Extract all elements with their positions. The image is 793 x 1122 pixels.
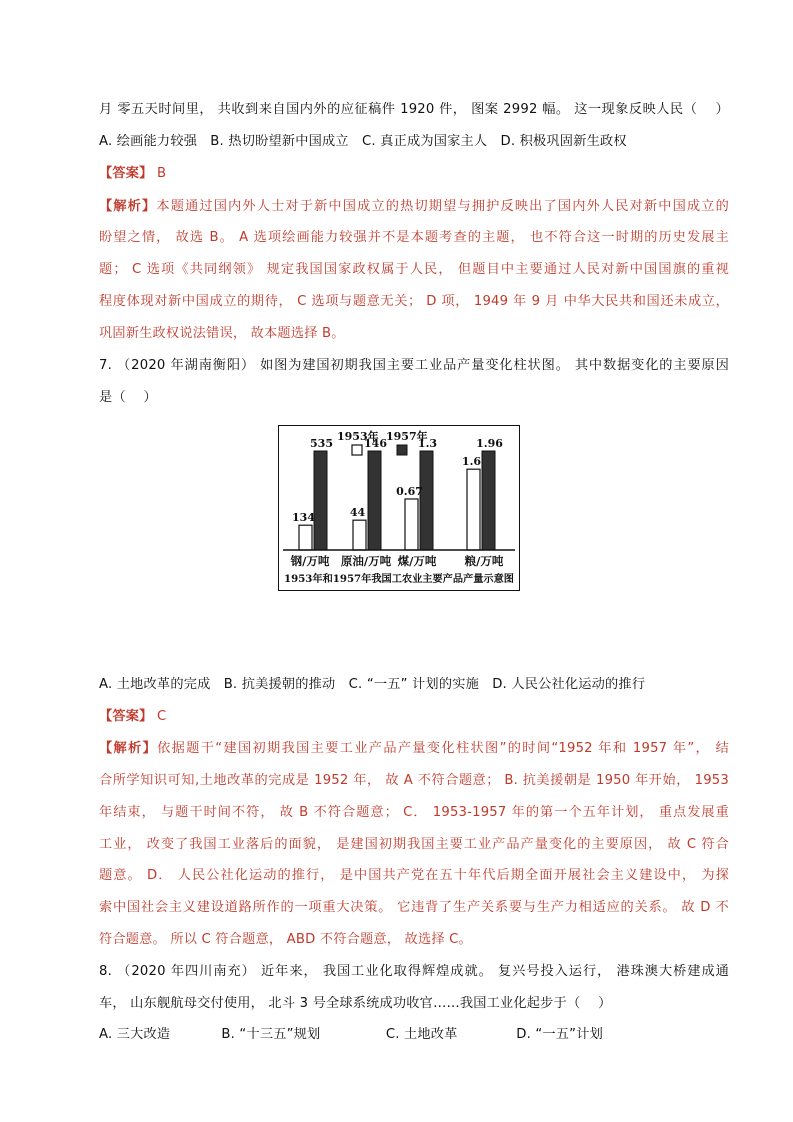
q6-answer-value: B <box>156 166 167 181</box>
data-label-1957: 1.96 <box>476 437 503 450</box>
q7-answer <box>99 707 729 727</box>
q7-stem-line-1: 7. （2020 年湖南衡阳） 如图为建国初期我国主要工业品产量变化柱状图。 其中数据变化的主要原因 <box>99 358 729 373</box>
bar-1957 <box>314 451 327 550</box>
legend-swatch-1957 <box>397 445 407 455</box>
q6-option-b: B. 热切盼望新中国成立 <box>210 134 349 149</box>
x-tick-label: 钢/万吨 <box>290 554 330 568</box>
q7-analysis-line-4: 工业， 改变了我国工业落后的面貌， 是建国初期我国主要工业产品产量变化的主要原因， 故 C 符合 <box>99 837 729 852</box>
q6-analysis-line-3: 题； C 选项《共同纲领》 规定我国国家政权属于人民， 但题目中主要通过人民对新中国国旗的重视 <box>99 262 729 277</box>
data-label-1953: 0.67 <box>396 484 423 498</box>
q6-stem-line: 月 零五天时间里， 共收到来自国内外的应征稿件 1920 件， 图案 2992 幅。 这一现象反映人民（ ） <box>99 102 729 117</box>
bar-1957 <box>368 451 381 550</box>
q7-answer-label: 【答案】 <box>99 709 153 724</box>
q6-analysis-text: 本题通过国内外人士对于新中国成立的热切期望与拥护反映出了国内外人民对新中国成立的 <box>156 199 729 214</box>
q6-analysis-line-5: 巩固新生政权说法错误， 故本题选择 B。 <box>99 326 345 341</box>
bar-1953 <box>467 469 480 550</box>
data-label-1953: 44 <box>349 506 366 520</box>
q6-options <box>99 132 729 152</box>
q6-answer-label: 【答案】 <box>99 166 153 181</box>
q8-stem-line-2: 车， 山东舰航母交付使用， 北斗 3 号全球系统成功收官……我国工业化起步于（ ） <box>99 996 612 1011</box>
q7-option-a: A. 土地改革的完成 <box>99 677 211 692</box>
q7-analysis-line-3: 年结束， 与题干时间不符， 故 B 不符合题意； C． 1953-1957 年的第一个五年计划， 重点发展重 <box>99 805 729 820</box>
q7-analysis-line-6: 索中国社会主义建设道路所作的一项重大决策。 它违背了生产关系要与生产力相适应的关系。 故 D 不 <box>99 900 729 915</box>
q6-analysis-line-4: 程度体现对新中国成立的期待， C 选项与题意无关； D 项， 1949 年 9 月 中华大民共和国还未成立， <box>99 294 729 309</box>
q8-stem-line-1: 8. （2020 年四川南充） 近年来， 我国工业化取得辉煌成就。 复兴号投入运行， 港珠澳大桥建成通 <box>99 964 729 979</box>
q8-option-d: D. “一五”计划 <box>516 1027 603 1042</box>
q6-analysis-label: 【解析】 <box>99 199 157 214</box>
data-label-1957: 146 <box>364 437 387 450</box>
q7-option-b: B. 抗美援朝的推动 <box>223 677 336 692</box>
q7-stem-line-2: 是（ ） <box>99 390 157 405</box>
q6-option-a: A. 绘画能力较强 <box>99 134 198 149</box>
x-tick-label: 煤/万吨 <box>397 554 437 568</box>
q7-analysis-line-7: 符合题意。 所以 C 符合题意， ABD 不符合题意， 故选择 C。 <box>99 932 472 947</box>
q6-analysis-line-2: 盼望之情， 故选 B。 A 选项绘画能力较强并不是本题考查的主题， 也不符合这一时期的历史发展主 <box>99 230 729 245</box>
bar-1953 <box>353 520 366 550</box>
data-label-1957: 1.3 <box>417 437 438 450</box>
legend-swatch-1953 <box>352 445 362 455</box>
bar-1957 <box>420 451 433 550</box>
q7-option-d: D. 人民公社化运动的推行 <box>492 677 646 692</box>
x-tick-label: 粮/万吨 <box>464 554 504 568</box>
bar-1953 <box>405 499 418 550</box>
q7-analysis-text: 依据题干“建国初期我国主要工业产品产量变化柱状图”的时间“1952 年和 1957 年”， 结 <box>157 741 729 756</box>
chart-title: 1953年和1957年我国工农业主要产品产量示意图 <box>284 573 514 585</box>
x-tick-label: 原油/万吨 <box>340 554 392 568</box>
data-label-1953: 1.6 <box>461 455 482 469</box>
legend-label-1957: 1957年 <box>386 430 428 443</box>
q7-analysis-line-1 <box>99 739 729 759</box>
bar-chart <box>278 425 520 591</box>
q7-option-c: C. “一五” 计划的实施 <box>348 677 479 692</box>
bar-1957 <box>482 451 495 550</box>
q8-option-b: B. “十三五”规划 <box>221 1027 321 1042</box>
q8-option-c: C. 土地改革 <box>385 1027 458 1042</box>
q6-analysis-line-1 <box>99 197 729 217</box>
data-label-1957: 535 <box>310 437 333 450</box>
q7-answer-value: C <box>156 709 167 724</box>
q6-option-c: C. 真正成为国家主人 <box>362 134 488 149</box>
q7-analysis-label: 【解析】 <box>99 741 158 756</box>
q7-analysis-line-2: 合所学知识可知,土地改革的完成是 1952 年， 故 A 不符合题意； B. 抗美援朝是 1950 年开始， 1953 <box>99 773 729 788</box>
q7-analysis-line-5: 题意。 D． 人民公社化运动的推行， 是中国共产党在五十年代后期全面开展社会主义建设中， 为探 <box>99 868 729 883</box>
q6-option-d: D. 积极巩固新生政权 <box>500 134 627 149</box>
data-label-1953: 134 <box>292 511 315 525</box>
q8-options <box>99 1025 729 1045</box>
q6-answer <box>99 164 729 184</box>
bar-1953 <box>299 525 312 550</box>
legend-label-1953: 1953年 <box>337 430 379 443</box>
q8-option-a: A. 三大改造 <box>99 1027 171 1042</box>
bar-chart-svg <box>279 426 519 590</box>
q7-options <box>99 675 729 695</box>
